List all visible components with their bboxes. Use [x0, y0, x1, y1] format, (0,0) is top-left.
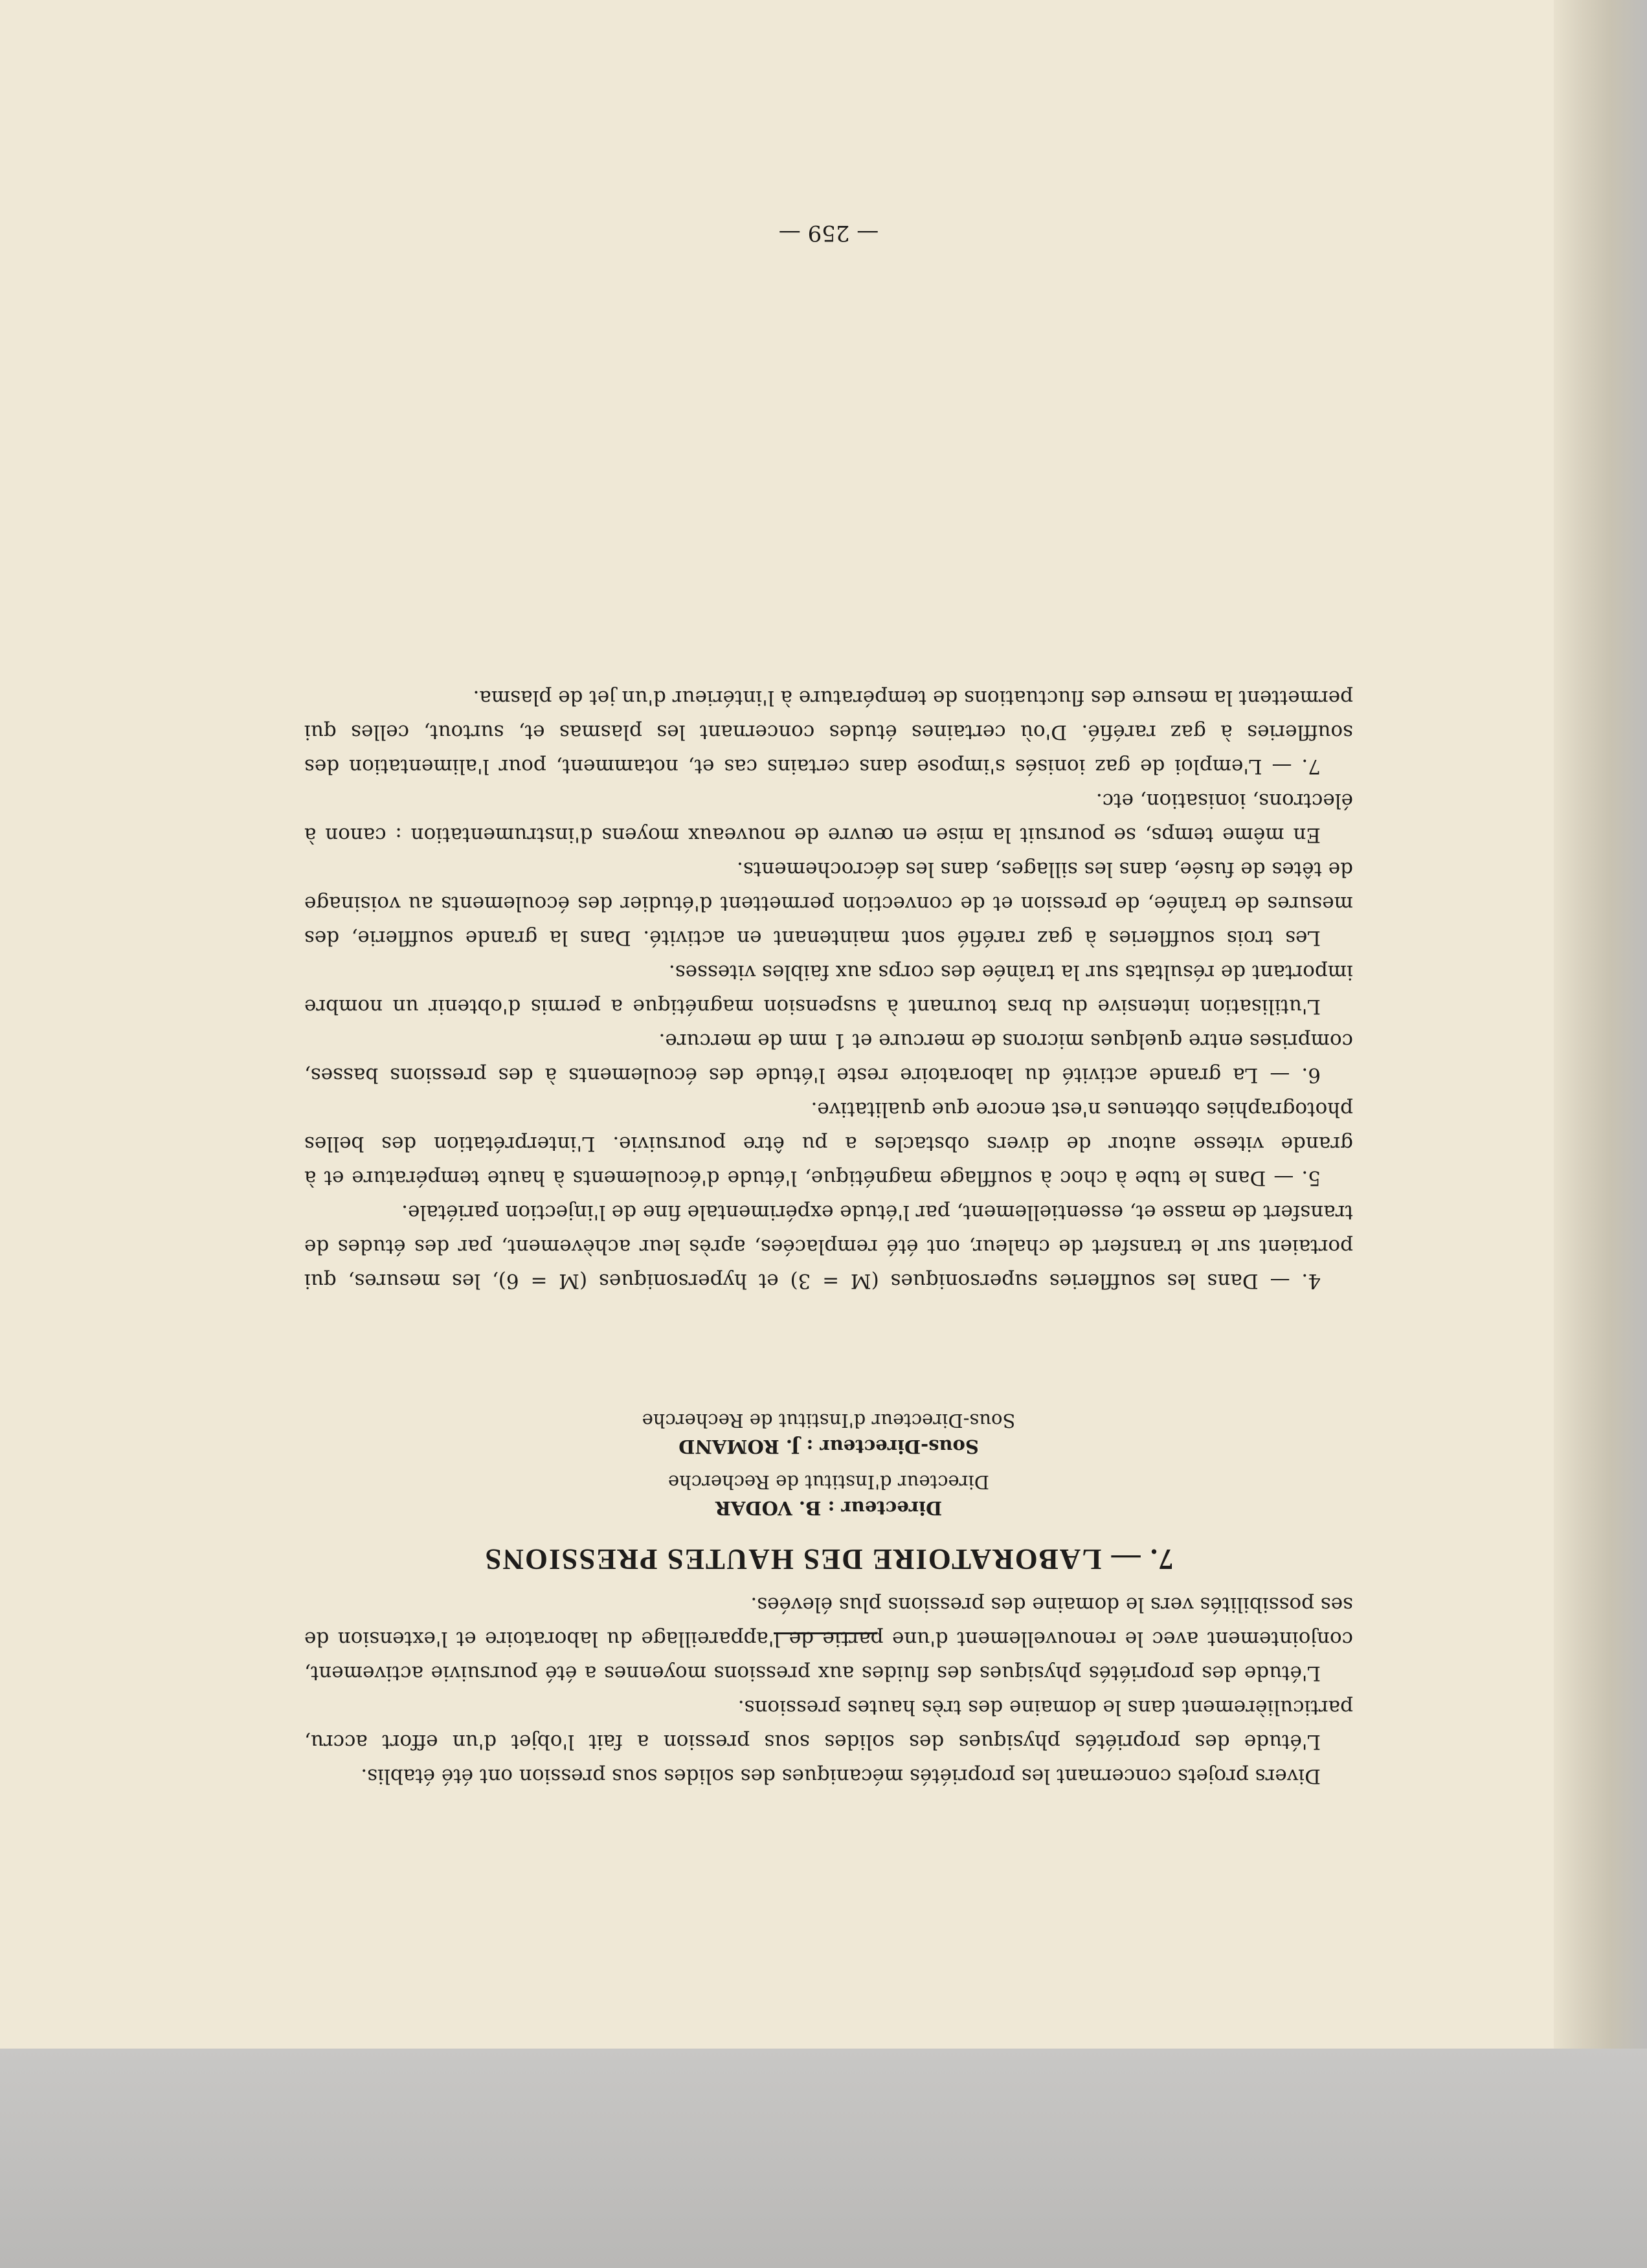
paragraph: En même temps, se poursuit la mise en œuvre de nouveaux moyens d'instrumentation : canon à électrons, ionisation, etc.: [304, 789, 1353, 847]
paragraph: L'étude des propriétés physiques des fluides aux pressions moyennes a été poursuivie activement, conjointement avec le renouvellement d'une partie de l'appareillage du laboratoire et l'extension de ses possibilités vers le domaine des pressions plus élevées.: [304, 1593, 1353, 1685]
page-content-rotated: [304, 207, 1353, 1793]
paragraph: 4. — Dans les souffleries supersoniques (M = 3) et hypersoniques (M = 6), les mesures, qui portaient sur le transfert de chaleur, ont été remplacées, après leur achèvement, par des études de transfert de masse et, essentiellement, par l'étude expérimentale fine de l'injection pariétale.: [304, 1201, 1353, 1293]
paragraph: 5. — Dans le tube à choc à soufflage magnétique, l'étude d'écoulements à haute température et à grande vitesse autour de divers obstacles a pu être poursuivie. L'interprétation des belles photographies obtenues n'est encore que qualitative.: [304, 1098, 1353, 1190]
paragraph: Divers projets concernant les propriétés mécaniques des solides sous pression ont été établis.: [361, 1764, 1321, 1788]
page-number: — 259 —: [778, 220, 879, 246]
paragraph: 7. — L'emploi de gaz ionisés s'impose dans certains cas et, notamment, pour l'alimentation des souffleries à gaz raréfié. D'où certaines études concernant les plasmas et, surtout, celles qui permettent la mesure des fluctuations de température à l'intérieur d'un jet de plasma.: [304, 686, 1353, 778]
subdirector-title: Sous-Directeur d'Institut de Recherche: [642, 1410, 1016, 1432]
bottom-text-block: [304, 680, 1353, 1298]
section-rule: [774, 1632, 877, 1634]
paragraph: L'utilisation intensive du bras tournant à suspension magnétique a permis d'obtenir un nombre important de résultats sur la traînée des corps aux faibles vitesses.: [304, 961, 1353, 1018]
section-title: 7. — LABORATOIRE DES HAUTES PRESSIONS: [484, 1543, 1174, 1575]
director-title: Directeur d'Institut de Recherche: [667, 1471, 990, 1493]
paragraph: 6. — La grande activité du laboratoire reste l'étude des écoulements à des pressions basses, comprises entre quelques microns de mercure et 1 mm de mercure.: [304, 1029, 1353, 1087]
paragraph: Les trois souffleries à gaz raréfié sont maintenant en activité. Dans la grande soufflerie, des mesures de traînée, de pression et de convection permettent d'étudier des écoulements au voisinage de têtes de fusée, dans les sillages, dans les décrochements.: [304, 858, 1353, 950]
top-text-block: [304, 1587, 1353, 1793]
director-block-main: [304, 1469, 1353, 1521]
director-name: Directeur : B. VODAR: [715, 1497, 943, 1519]
subdirector-name: Sous-Directeur : J. ROMAND: [678, 1436, 979, 1458]
director-block: [304, 1408, 1353, 1460]
page-binding-shadow: [1554, 0, 1647, 2268]
scanner-bed: [0, 2049, 1647, 2268]
paragraph: L'étude des propriétés physiques des solides sous pression a fait l'objet d'un effort accru, particulièrement dans le domaine des très hautes pressions.: [304, 1696, 1353, 1753]
